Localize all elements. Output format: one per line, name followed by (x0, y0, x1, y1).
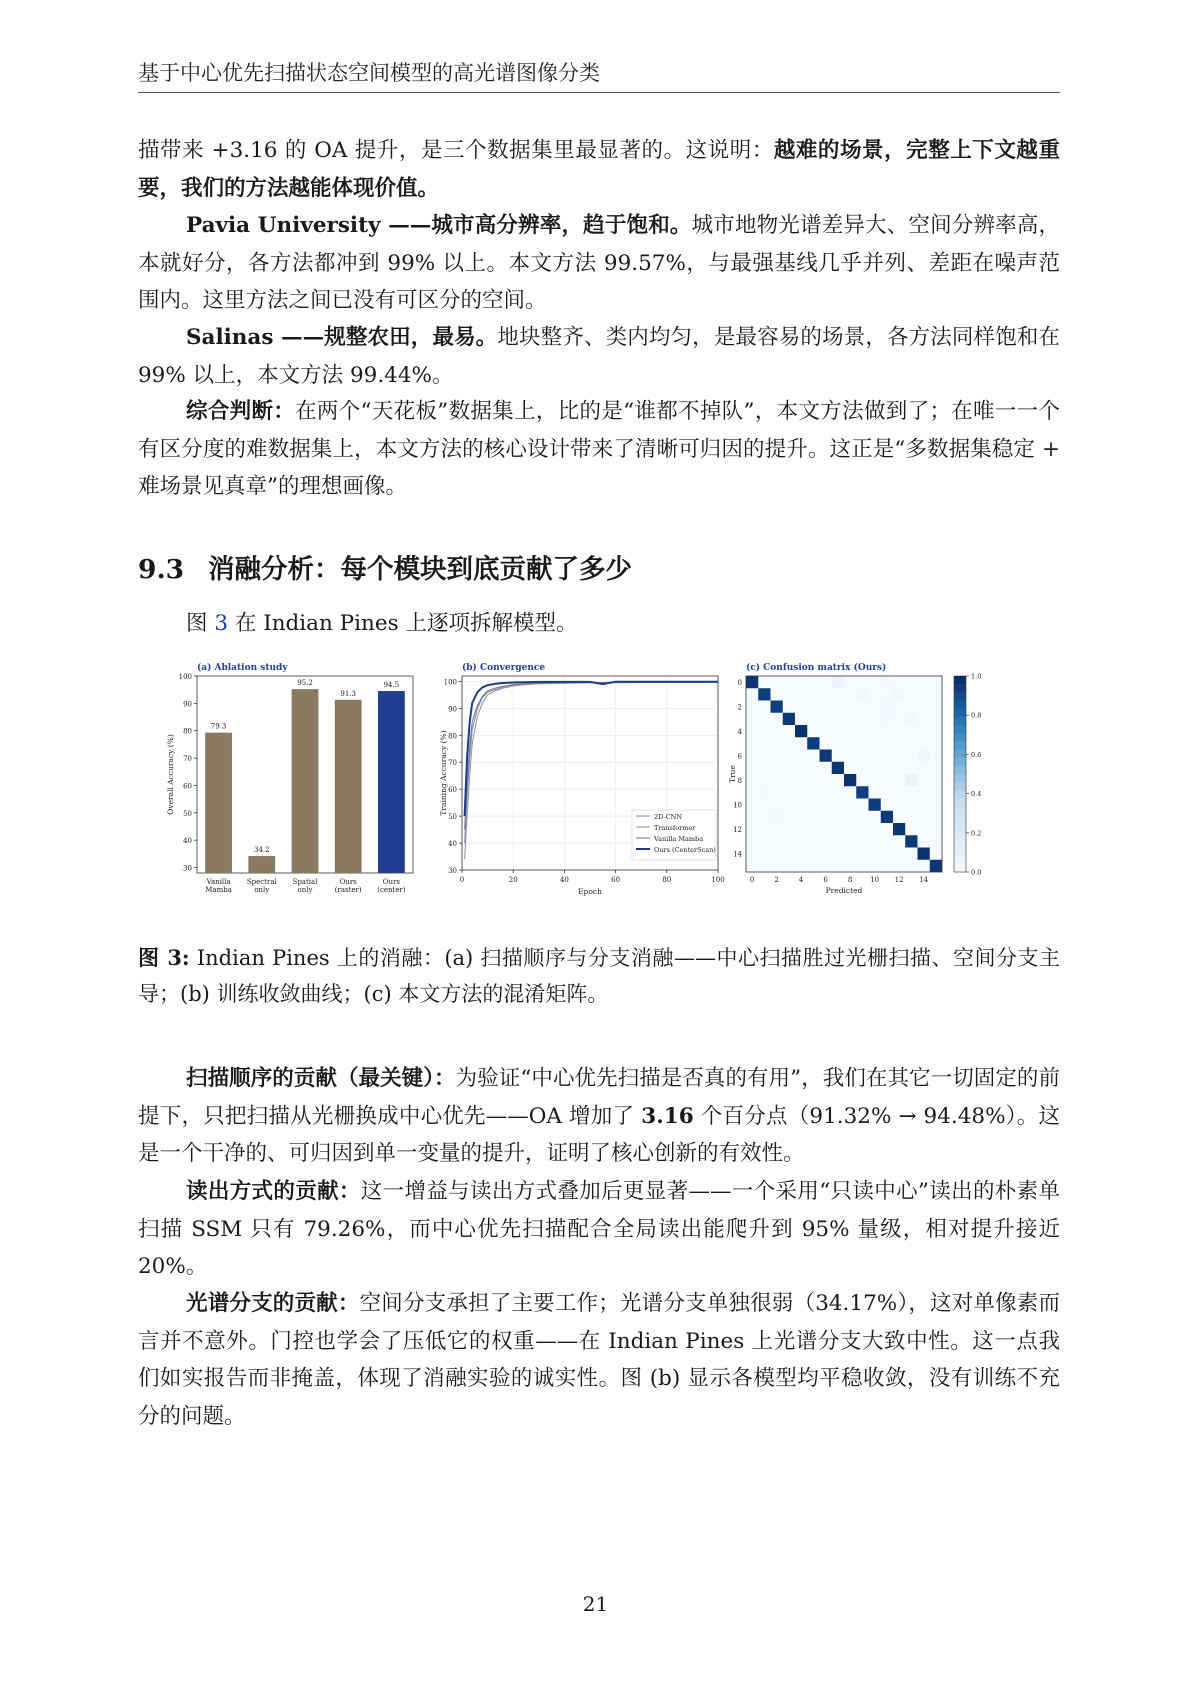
matrix-cell (918, 750, 930, 762)
x-tick-label: 14 (919, 876, 929, 884)
x-tick-label: 12 (894, 876, 904, 884)
section-title: 消融分析：每个模块到底贡献了多少 (208, 554, 632, 585)
x-axis-label: Predicted (825, 886, 863, 895)
paragraph-salinas (138, 319, 1060, 394)
bar (335, 700, 362, 873)
x-tick-label: Ours (339, 878, 357, 886)
y-tick-label: 60 (448, 786, 457, 795)
caption-label: 图 3: (138, 945, 190, 970)
colorbar-segment (954, 864, 966, 873)
section-heading (138, 550, 632, 590)
bar (378, 691, 405, 873)
y-tick-label: 0 (737, 679, 742, 688)
matrix-cell (905, 713, 917, 725)
x-tick-label: (raster) (334, 886, 362, 894)
colorbar-segment (954, 774, 966, 783)
colorbar-segment (954, 839, 966, 848)
section-number: 9.3 (138, 554, 185, 585)
y-axis-label: True (728, 765, 737, 783)
paragraph-summary (138, 393, 1060, 506)
figure-ref-link[interactable]: 3 (214, 611, 229, 636)
bar-value-label: 79.3 (210, 722, 227, 731)
x-tick-label: 0 (749, 876, 755, 884)
paragraph-lead: Salinas ——规整农田，最易。 (186, 325, 498, 350)
colorbar-segment (954, 692, 966, 701)
matrix-cell (905, 774, 917, 786)
intro-text: 在 Indian Pines 上逐项拆解模型。 (228, 611, 578, 636)
matrix-cell-diagonal (795, 725, 807, 737)
chart-title: (c) Confusion matrix (Ours) (746, 663, 887, 673)
x-tick-label: only (254, 886, 270, 894)
y-tick-label: 100 (178, 673, 192, 681)
y-tick-label: 80 (183, 727, 192, 736)
paragraph-text: 这一增益与读出方式叠加后更显著——一个采用“只读中心”读出的朴素单扫描 SSM 只有 79.26%，而中心优先扫描配合全局读出能爬升到 95% 量级，相对提升接近 20%。 (138, 1179, 1060, 1279)
colorbar-segment (954, 717, 966, 726)
y-tick-label: 14 (733, 850, 742, 859)
chart-title: (a) Ablation study (197, 663, 288, 673)
y-tick-label: 10 (733, 801, 742, 810)
colorbar-segment (954, 815, 966, 824)
x-tick-label: 100 (711, 876, 725, 884)
x-tick-label: 2 (774, 876, 779, 884)
colorbar-segment (954, 701, 966, 710)
x-tick-label: 80 (662, 876, 672, 884)
paragraph-lead: Pavia University ——城市高分辨率，趋于饱和。 (186, 213, 692, 238)
x-axis-label: Epoch (578, 887, 602, 896)
y-tick-label: 90 (448, 705, 457, 714)
bar-value-label: 95.2 (297, 679, 313, 688)
x-tick-label: 0 (459, 876, 465, 884)
matrix-cell-diagonal (893, 823, 905, 835)
y-axis-label: Training Accuracy (%) (439, 730, 448, 816)
y-axis-label: Overall Accuracy (%) (166, 734, 175, 815)
matrix-cell-diagonal (844, 774, 856, 786)
paragraph-bold: 越难的场景，完整上下文越重要，我们的方法越能体现价值。 (138, 138, 1060, 201)
paragraph-figure-intro (138, 605, 1060, 643)
matrix-cell-diagonal (771, 701, 783, 713)
matrix-cell-diagonal (746, 676, 758, 688)
y-tick-label: 40 (448, 840, 457, 849)
bar (292, 689, 319, 873)
caption-text: Indian Pines 上的消融：(a) 扫描顺序与分支消融——中心扫描胜过光栅扫描、空间分支主导；(b) 训练收敛曲线；(c) 本文方法的混淆矩阵。 (138, 946, 1060, 1006)
series-line (465, 682, 718, 816)
y-tick-label: 6 (737, 752, 742, 761)
matrix-cell-diagonal (930, 860, 942, 872)
matrix-cell (881, 701, 893, 713)
matrix-cell (832, 676, 844, 688)
paragraph-lead: 扫描顺序的贡献（最关键）： (186, 1066, 456, 1091)
x-tick-label: Mamba (205, 886, 232, 894)
colorbar-segment (954, 684, 966, 693)
colorbar-tick-label: 0.2 (971, 829, 982, 838)
figure-caption (138, 940, 1060, 1012)
colorbar-tick-label: 0.8 (971, 711, 982, 720)
colorbar-segment (954, 790, 966, 799)
paragraph-lead: 光谱分支的贡献： (186, 1291, 360, 1316)
y-tick-label: 60 (183, 782, 192, 791)
matrix-cell (893, 688, 905, 700)
y-tick-label: 50 (448, 813, 457, 822)
y-tick-label: 80 (448, 732, 457, 741)
y-tick-label: 70 (183, 755, 192, 764)
x-tick-label: 6 (823, 876, 828, 884)
matrix-cell-diagonal (918, 848, 930, 860)
matrix-cell-diagonal (856, 786, 868, 798)
matrix-cell (856, 688, 868, 700)
colorbar-tick-label: 0.4 (971, 790, 982, 799)
legend-label: Ours (CenterScan) (654, 846, 716, 854)
paragraph-text: 描带来 +3.16 的 OA 提升，是三个数据集里最显著的。这说明： (138, 138, 774, 163)
colorbar-segment (954, 750, 966, 759)
y-tick-label: 12 (733, 826, 742, 835)
matrix-cell (771, 811, 783, 823)
colorbar-tick-label: 0.0 (971, 868, 982, 877)
paragraph-scan-order (138, 1060, 1060, 1173)
x-tick-label: (center) (377, 886, 406, 894)
y-tick-label: 30 (448, 867, 457, 875)
legend-label: 2D-CNN (654, 813, 683, 821)
paragraph-conclusion (138, 132, 1060, 207)
paragraph-text: 个百分点（91.32% → 94.48%）。这是一个干净的、可归因到单一变量的提升，证明了核心创新的有效性。 (138, 1103, 1060, 1166)
colorbar-segment (954, 799, 966, 808)
matrix-cell (881, 676, 893, 688)
x-tick-label: Spectral (246, 878, 277, 886)
matrix-cell-diagonal (832, 762, 844, 774)
y-tick-label: 50 (183, 809, 192, 818)
running-header: 基于中心优先扫描状态空间模型的高光谱图像分类 (138, 58, 1060, 93)
colorbar-segment (954, 741, 966, 750)
paragraph-readout (138, 1173, 1060, 1286)
figure-confusion-matrix (730, 658, 1030, 918)
y-tick-label: 2 (737, 703, 742, 712)
x-tick-label: 8 (847, 876, 853, 884)
bar (248, 856, 275, 873)
matrix-cell-diagonal (807, 737, 819, 749)
y-tick-label: 70 (448, 759, 457, 768)
colorbar-segment (954, 758, 966, 767)
legend-label: Vanilla Mamba (654, 835, 704, 843)
colorbar-segment (954, 782, 966, 791)
x-tick-label: 4 (798, 876, 804, 884)
x-tick-label: 60 (611, 876, 621, 884)
matrix-cell-diagonal (820, 750, 832, 762)
paragraph-pavia (138, 207, 1060, 320)
colorbar-segment (954, 807, 966, 816)
colorbar-segment (954, 848, 966, 857)
matrix-cell-diagonal (905, 835, 917, 847)
figure-ablation-chart (165, 658, 437, 918)
y-tick-label: 40 (183, 837, 192, 846)
colorbar-segment (954, 831, 966, 840)
figure-convergence-chart (440, 658, 725, 918)
matrix-cell-diagonal (758, 688, 770, 700)
colorbar-segment (954, 676, 966, 685)
y-tick-label: 8 (737, 777, 742, 786)
colorbar-segment (954, 733, 966, 742)
x-tick-label: Ours (382, 878, 400, 886)
paragraph-spectral (138, 1285, 1060, 1435)
bar (205, 733, 232, 873)
matrix-cell (881, 713, 893, 725)
paragraph-text: 空间分支承担了主要工作；光谱分支单独很弱（34.17%），这对单像素而言并不意外。门控也学会了压低它的权重——在 Indian Pines 上光谱分支大致中性。这一点我们如实报告而非掩盖，体现了消融实验的诚实性。图 (b) 显示各模型均平稳收敛，没有训练不充分的问题。 (138, 1291, 1060, 1429)
legend-label: Transformer (654, 824, 696, 832)
colorbar-segment (954, 709, 966, 718)
matrix-cell-diagonal (869, 799, 881, 811)
paragraph-text: 城市地物光谱差异大、空间分辨率高，本就好分，各方法都冲到 99% 以上。本文方法 99.57%，与最强基线几乎并列、差距在噪声范围内。这里方法之间已没有可区分的空间。 (138, 213, 1060, 313)
bar-value-label: 34.2 (254, 846, 270, 855)
y-tick-label: 4 (737, 728, 742, 737)
matrix-cell-diagonal (783, 713, 795, 725)
x-tick-label: only (297, 886, 313, 894)
bar-value-label: 94.5 (383, 681, 400, 690)
colorbar-segment (954, 725, 966, 734)
colorbar-segment (954, 856, 966, 865)
x-tick-label: 10 (870, 876, 880, 884)
colorbar-tick-label: 1.0 (971, 672, 982, 681)
intro-text: 图 (186, 611, 215, 636)
colorbar-segment (954, 766, 966, 775)
chart-title: (b) Convergence (462, 663, 546, 673)
colorbar-segment (954, 823, 966, 832)
paragraph-bold: 3.16 (641, 1103, 694, 1129)
paragraph-lead: 综合判断： (186, 399, 296, 424)
paragraph-text: 地块整齐、类内均匀，是最容易的场景，各方法同样饱和在 99% 以上，本文方法 99.44%。 (138, 325, 1060, 388)
matrix-cell-diagonal (881, 811, 893, 823)
x-tick-label: 20 (508, 876, 518, 884)
colorbar-tick-label: 0.6 (971, 750, 982, 759)
paragraph-text: 为验证“中心优先扫描是否真的有用”，我们在其它一切固定的前提下，只把扫描从光栅换成中心优先——OA 增加了 (138, 1066, 1060, 1129)
bar-value-label: 91.3 (340, 689, 356, 698)
paragraph-text: 在两个“天花板”数据集上，比的是“谁都不掉队”，本文方法做到了；在唯一一个有区分度的难数据集上，本文方法的核心设计带来了清晰可归因的提升。这正是“多数据集稳定 + 难场景见真章”的理想画像。 (138, 399, 1060, 499)
page-number: 21 (582, 1592, 609, 1616)
series-line (465, 682, 718, 830)
x-tick-label: Spatial (292, 878, 318, 886)
y-tick-label: 90 (183, 700, 192, 709)
paragraph-lead: 读出方式的贡献： (186, 1179, 361, 1204)
matrix-cell (758, 786, 770, 798)
x-tick-label: Vanilla (206, 878, 231, 886)
y-tick-label: 30 (183, 864, 192, 873)
y-tick-label: 100 (443, 678, 457, 687)
x-tick-label: 40 (559, 876, 569, 884)
